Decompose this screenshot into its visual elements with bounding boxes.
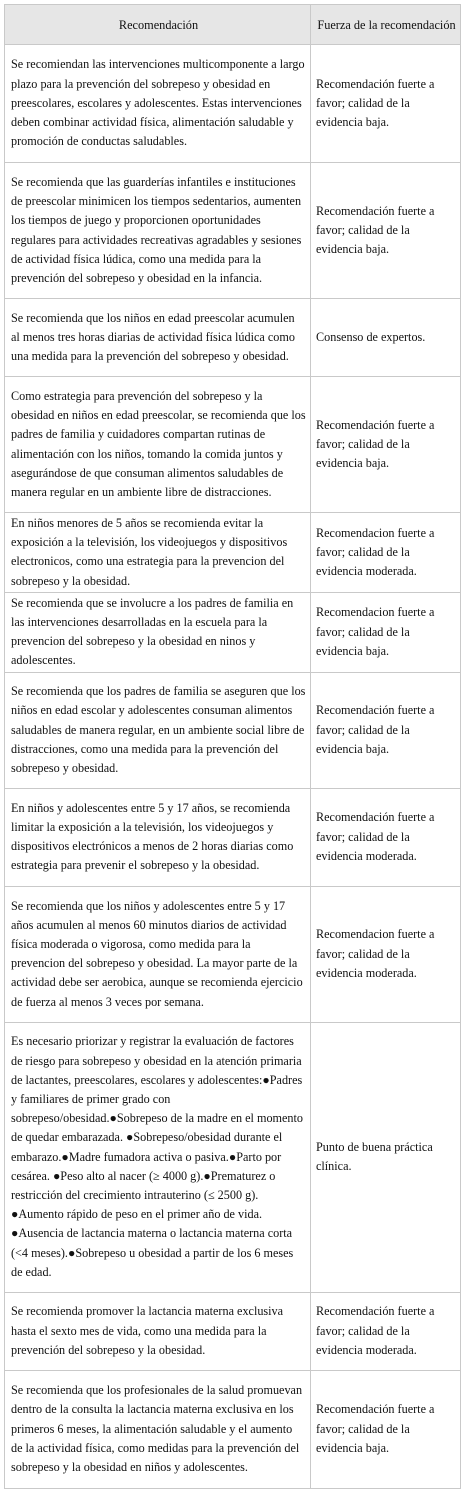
header-strength: Fuerza de la recomendación: [311, 5, 461, 45]
strength-cell: Recomendacion fuerte a favor; calidad de la evidencia baja.: [311, 592, 461, 672]
table-row: [5, 592, 461, 672]
recommendation-cell: Se recomienda que los niños en edad preescolar acumulen al menos tres horas diarias de actividad física lúdica como una medida para la prevención del sobrepeso y obesidad.: [5, 299, 311, 377]
strength-cell: Consenso de expertos.: [311, 299, 461, 377]
strength-cell: Recomendación fuerte a favor; calidad de la evidencia baja.: [311, 377, 461, 513]
recommendations-table: [4, 4, 461, 1489]
strength-cell: Recomendación fuerte a favor; calidad de la evidencia baja.: [311, 163, 461, 299]
table-row: [5, 45, 461, 163]
strength-cell: Recomendación fuerte a favor; calidad de la evidencia baja.: [311, 1370, 461, 1488]
recommendation-cell: Se recomienda que los profesionales de la salud promuevan dentro de la consulta la lactancia materna exclusiva en los primeros 6 meses, la alimentación saludable y el aumento de la actividad física, como medidas para la prevención del sobrepeso y la obesidad en niños y adolescentes.: [5, 1370, 311, 1488]
table-row: [5, 1370, 461, 1488]
table-row: [5, 163, 461, 299]
header-row: [5, 5, 461, 45]
recommendation-cell: Se recomienda que las guarderías infantiles e instituciones de preescolar minimicen los tiempos sedentarios, aumenten los tiempos de juego y proporcionen oportunidades regulares para actividades recreativas agradables y sesiones de actividad física lúdica, como una medida para la prevención del sobrepeso y obesidad en la infancia.: [5, 163, 311, 299]
strength-cell: Punto de buena práctica clínica.: [311, 1022, 461, 1292]
table-row: [5, 672, 461, 788]
recommendation-cell: En niños y adolescentes entre 5 y 17 años, se recomienda limitar la exposición a la televisión, los videojuegos y dispositivos electrónicos a menos de 2 horas diarias como estrategia para prevenir el sobrepeso y la obesidad.: [5, 788, 311, 886]
table-row: [5, 788, 461, 886]
recommendation-cell: Como estrategia para prevención del sobrepeso y la obesidad en niños en edad preescolar, se recomienda que los padres de familia y cuidadores compartan rutinas de alimentación con los niños, tomando la comida juntos y asegurándose de que consuman alimentos saludables de manera regular en un ambiente libre de distracciones.: [5, 377, 311, 513]
recommendation-cell: Se recomienda promover la lactancia materna exclusiva hasta el sexto mes de vida, como una medida para la prevención del sobrepeso y la obesidad.: [5, 1292, 311, 1370]
strength-cell: Recomendación fuerte a favor; calidad de la evidencia baja.: [311, 45, 461, 163]
table-row: [5, 299, 461, 377]
recommendation-cell: Se recomienda que se involucre a los padres de familia en las intervenciones desarrolladas en la escuela para la prevencion del sobrepeso y la obesidad en ninos y adolescentes.: [5, 592, 311, 672]
table-row: [5, 886, 461, 1022]
header-recommendation: Recomendación: [5, 5, 311, 45]
recommendation-cell: Se recomiendan las intervenciones multicomponente a largo plazo para la prevención del sobrepeso y obesidad en preescolares, escolares y adolescentes. Estas intervenciones deben combinar actividad física, alimentación saludable y promoción de conductas saludables.: [5, 45, 311, 163]
recommendation-cell: Se recomienda que los niños y adolescentes entre 5 y 17 años acumulen al menos 60 minutos diarios de actividad física moderada o vigorosa, como medida para la prevencion del sobrepeso y obesidad. La mayor parte de la actividad debe ser aerobica, aunque se recomienda ejercicio de fuerza al menos 3 veces por semana.: [5, 886, 311, 1022]
recommendation-cell: En niños menores de 5 años se recomienda evitar la exposición a la televisión, los videojuegos y dispositivos electronicos, como una estrategia para la prevencion del sobrepeso y la obesidad.: [5, 513, 311, 593]
recommendation-cell: Es necesario priorizar y registrar la evaluación de factores de riesgo para sobrepeso y obesidad en la atención primaria de lactantes, preescolares, escolares y adolescentes:●Padres y familiares de primer grado con sobrepeso/obesidad.●Sobrepeso de la madre en el momento de quedar embarazada. ●Sobrepeso/obesidad durante el embarazo.●Madre fumadora activa o pasiva.●Parto por cesárea. ●Peso alto al nacer (≥ 4000 g).●Prematurez o restricción del crecimiento intrauterino (≤ 2500 g). ●Aumento rápido de peso en el primer año de vida. ●Ausencia de lactancia materna o lactancia materna corta (<4 meses).●Sobrepeso u obesidad a partir de los 6 meses de edad.: [5, 1022, 311, 1292]
table-row: [5, 377, 461, 513]
table-row: [5, 1022, 461, 1292]
strength-cell: Recomendación fuerte a favor; calidad de la evidencia moderada.: [311, 1292, 461, 1370]
table-body: [5, 45, 461, 1489]
strength-cell: Recomendación fuerte a favor; calidad de la evidencia baja.: [311, 672, 461, 788]
strength-cell: Recomendacion fuerte a favor; calidad de la evidencia moderada.: [311, 886, 461, 1022]
recommendation-cell: Se recomienda que los padres de familia se aseguren que los niños en edad escolar y adolescentes consuman alimentos saludables de manera regular, en un ambiente social libre de distracciones, como una medida para la prevención del sobrepeso y obesidad.: [5, 672, 311, 788]
table-row: [5, 513, 461, 593]
table-row: [5, 1292, 461, 1370]
strength-cell: Recomendación fuerte a favor; calidad de la evidencia moderada.: [311, 788, 461, 886]
strength-cell: Recomendacion fuerte a favor; calidad de la evidencia moderada.: [311, 513, 461, 593]
